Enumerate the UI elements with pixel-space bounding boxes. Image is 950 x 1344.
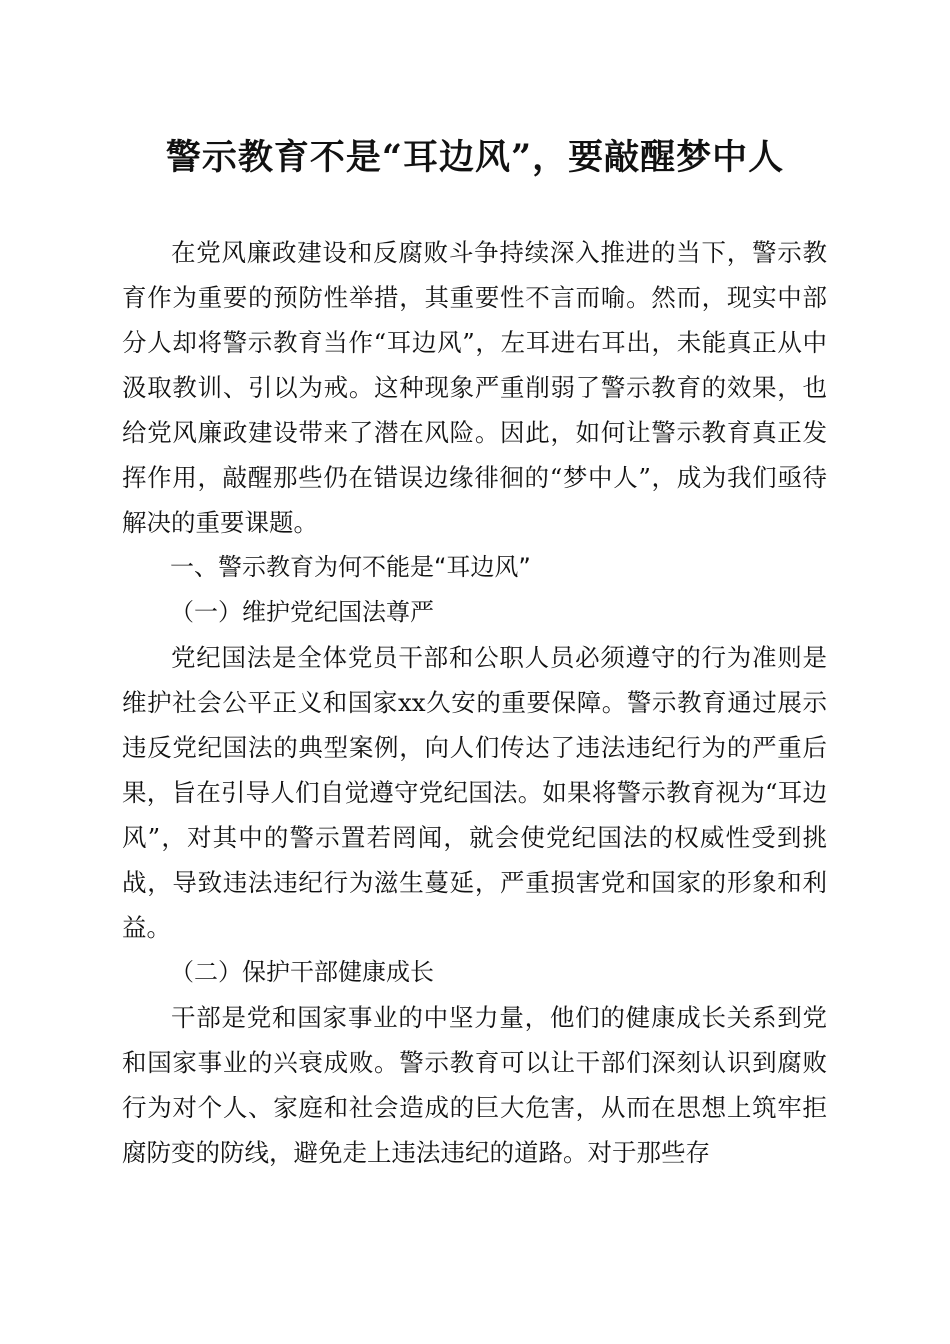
subsection-heading-2: （二）保护干部健康成长 (170, 958, 434, 986)
subsection-heading-1: （一）维护党纪国法尊严 (170, 598, 434, 626)
section-heading-1: 一、警示教育为何不能是“耳边风” (170, 553, 531, 581)
subsection-paragraph-2: 干部是党和国家事业的中坚力量，他们的健康成长关系到党和国家事业的兴衰成败。警示教育可以让干部们深刻认识到腐败行为对个人、家庭和社会造成的巨大危害，从而在思想上筑牢拒腐防变的防线，避免走上违法违纪的道路。对于那些存 (122, 1003, 827, 1167)
subsection-paragraph-1: 党纪国法是全体党员干部和公职人员必须遵守的行为准则是维护社会公平正义和国家xx久安的重要保障。警示教育通过展示违反党纪国法的典型案例，向人们传达了违法违纪行为的严重后果，旨在引导人们自觉遵守党纪国法。如果将警示教育视为“耳边风”，对其中的警示置若罔闻，就会使党纪国法的权威性受到挑战，导致违法违纪行为滋生蔓延，严重损害党和国家的形象和利益。 (122, 643, 827, 942)
intro-paragraph: 在党风廉政建设和反腐败斗争持续深入推进的当下，警示教育作为重要的预防性举措，其重要性不言而喻。然而，现实中部分人却将警示教育当作“耳边风”，左耳进右耳出，未能真正从中汲取教训、引以为戒。这种现象严重削弱了警示教育的效果，也给党风廉政建设带来了潜在风险。因此，如何让警示教育真正发挥作用，敲醒那些仍在错误边缘徘徊的“梦中人”，成为我们亟待解决的重要课题。 (122, 238, 827, 537)
document-title: 警示教育不是“耳边风”，要敲醒梦中人 (165, 137, 785, 178)
document-body (122, 230, 827, 1175)
